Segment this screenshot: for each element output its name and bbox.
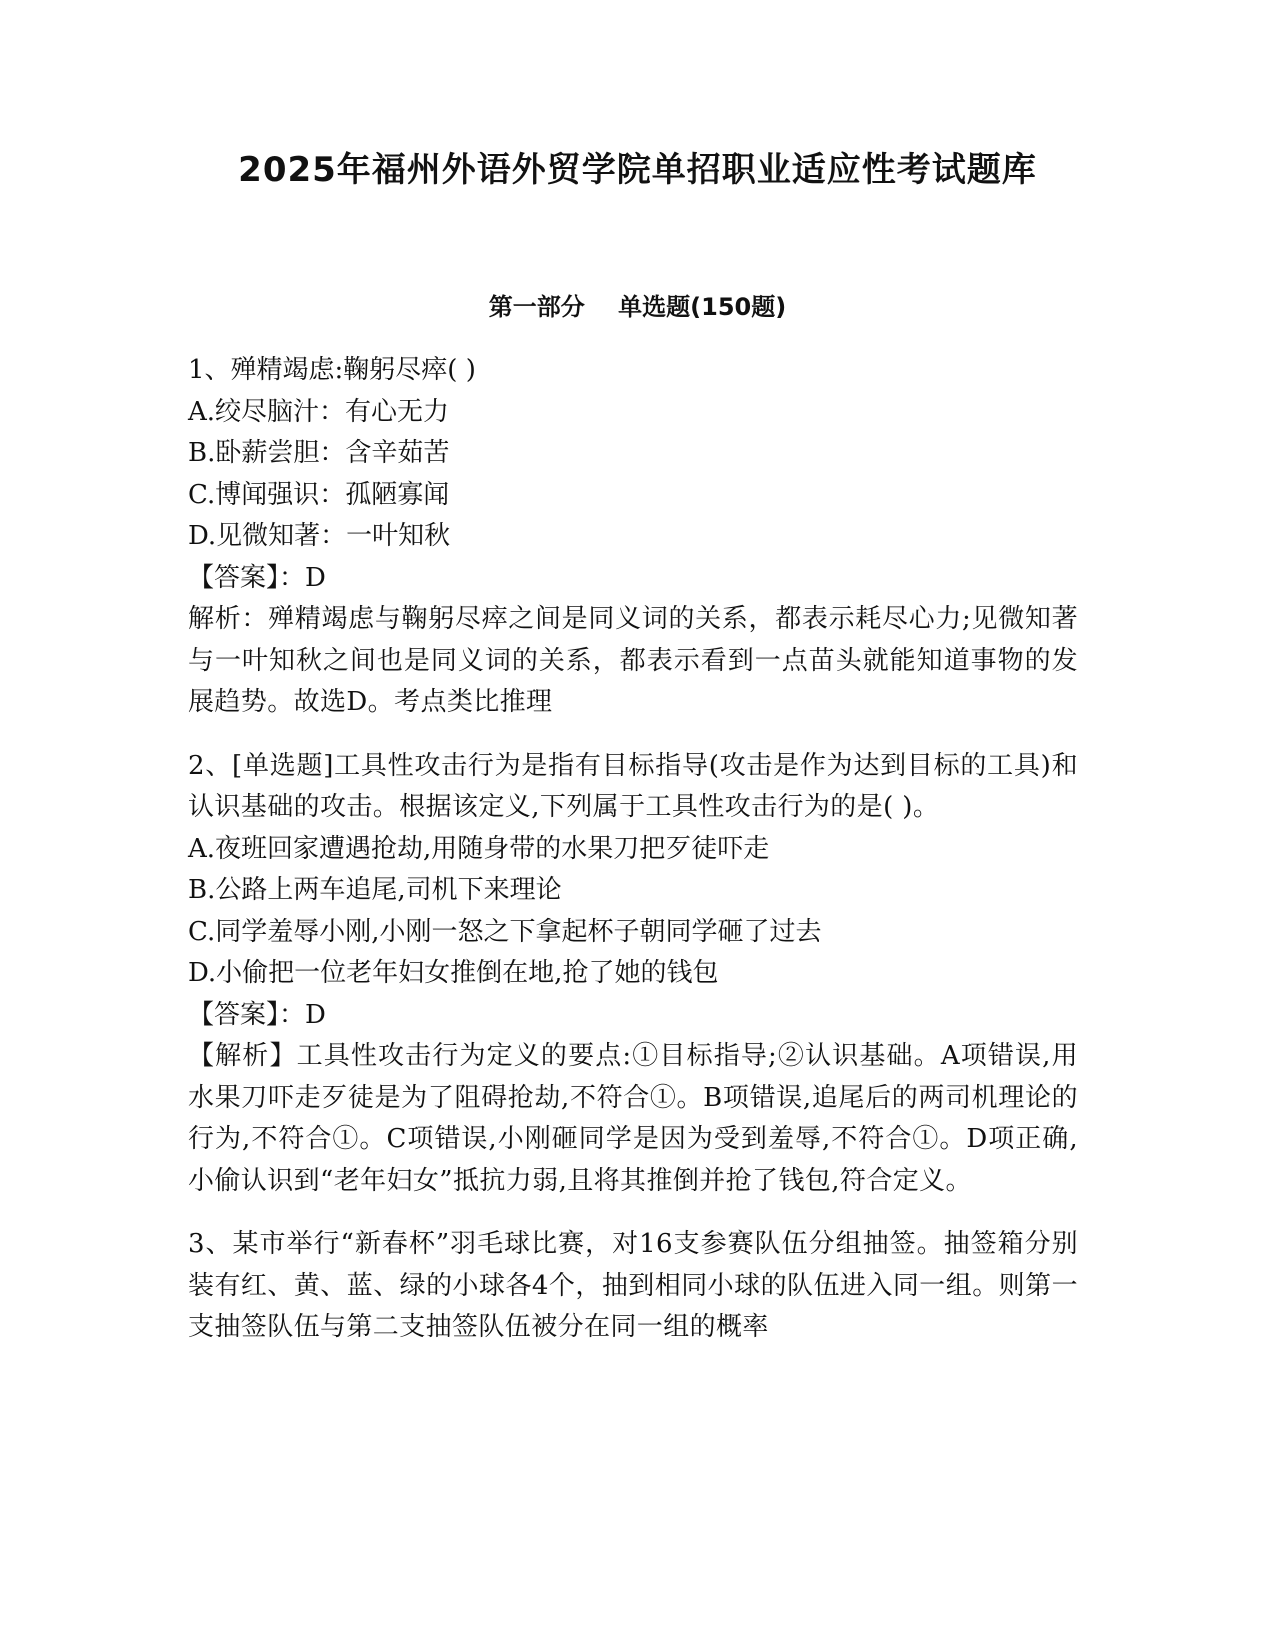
answer-line: 【答案】：D [188, 999, 326, 1030]
question-stem: 1、殚精竭虑:鞠躬尽瘁( ) [188, 355, 476, 385]
document-title: 2025年福州外语外贸学院单招职业适应性考试题库 [238, 150, 1037, 190]
option-a: A.夜班回家遭遇抢劫,用随身带的水果刀把歹徒吓走 [188, 833, 770, 864]
explanation: 【解析】工具性攻击行为定义的要点:①目标指导;②认识基础。A项错误,用水果刀吓走歹徒是为了阻碍抢劫,不符合①。B项错误,追尾后的两司机理论的行为,不符合①。C项错误,小刚砸同学是因为受到羞辱,不符合①。D项正确,小偷认识到“老年妇女”抵抗力弱,且将其推倒并抢了钱包,符合定义。 [188, 1041, 1078, 1196]
option-b: B.公路上两车追尾,司机下来理论 [188, 875, 562, 905]
question-item [188, 1224, 1078, 1349]
section-title: 第一部分 单选题(150题) [488, 293, 787, 321]
option-c: C.同学羞辱小刚,小刚一怒之下拿起杯子朝同学砸了过去 [188, 916, 822, 947]
question-item [188, 350, 1078, 724]
option-c: C.博闻强识：孤陋寡闻 [188, 479, 450, 510]
question-list [188, 350, 1078, 1371]
question-stem: 2、[单选题]工具性攻击行为是指有目标指导(攻击是作为达到目标的工具)和认识基础的攻击。根据该定义,下列属于工具性攻击行为的是( )。 [188, 750, 1078, 822]
option-d: D.见微知著：一叶知秋 [188, 521, 451, 551]
question-item [188, 746, 1078, 1203]
option-a: A.绞尽脑汁：有心无力 [188, 396, 450, 427]
option-d: D.小偷把一位老年妇女推倒在地,抢了她的钱包 [188, 958, 719, 988]
answer-line: 【答案】：D [188, 562, 326, 593]
option-b: B.卧薪尝胆：含辛茹苦 [188, 438, 450, 468]
question-stem: 3、某市举行“新春杯”羽毛球比赛，对16支参赛队伍分组抽签。抽签箱分别装有红、黄、蓝、绿的小球各4个，抽到相同小球的队伍进入同一组。则第一支抽签队伍与第二支抽签队伍被分在同一组的概率 [188, 1229, 1078, 1342]
explanation: 解析：殚精竭虑与鞠躬尽瘁之间是同义词的关系，都表示耗尽心力;见微知著与一叶知秋之间也是同义词的关系，都表示看到一点苗头就能知道事物的发展趋势。故选D。考点类比推理 [188, 604, 1078, 717]
